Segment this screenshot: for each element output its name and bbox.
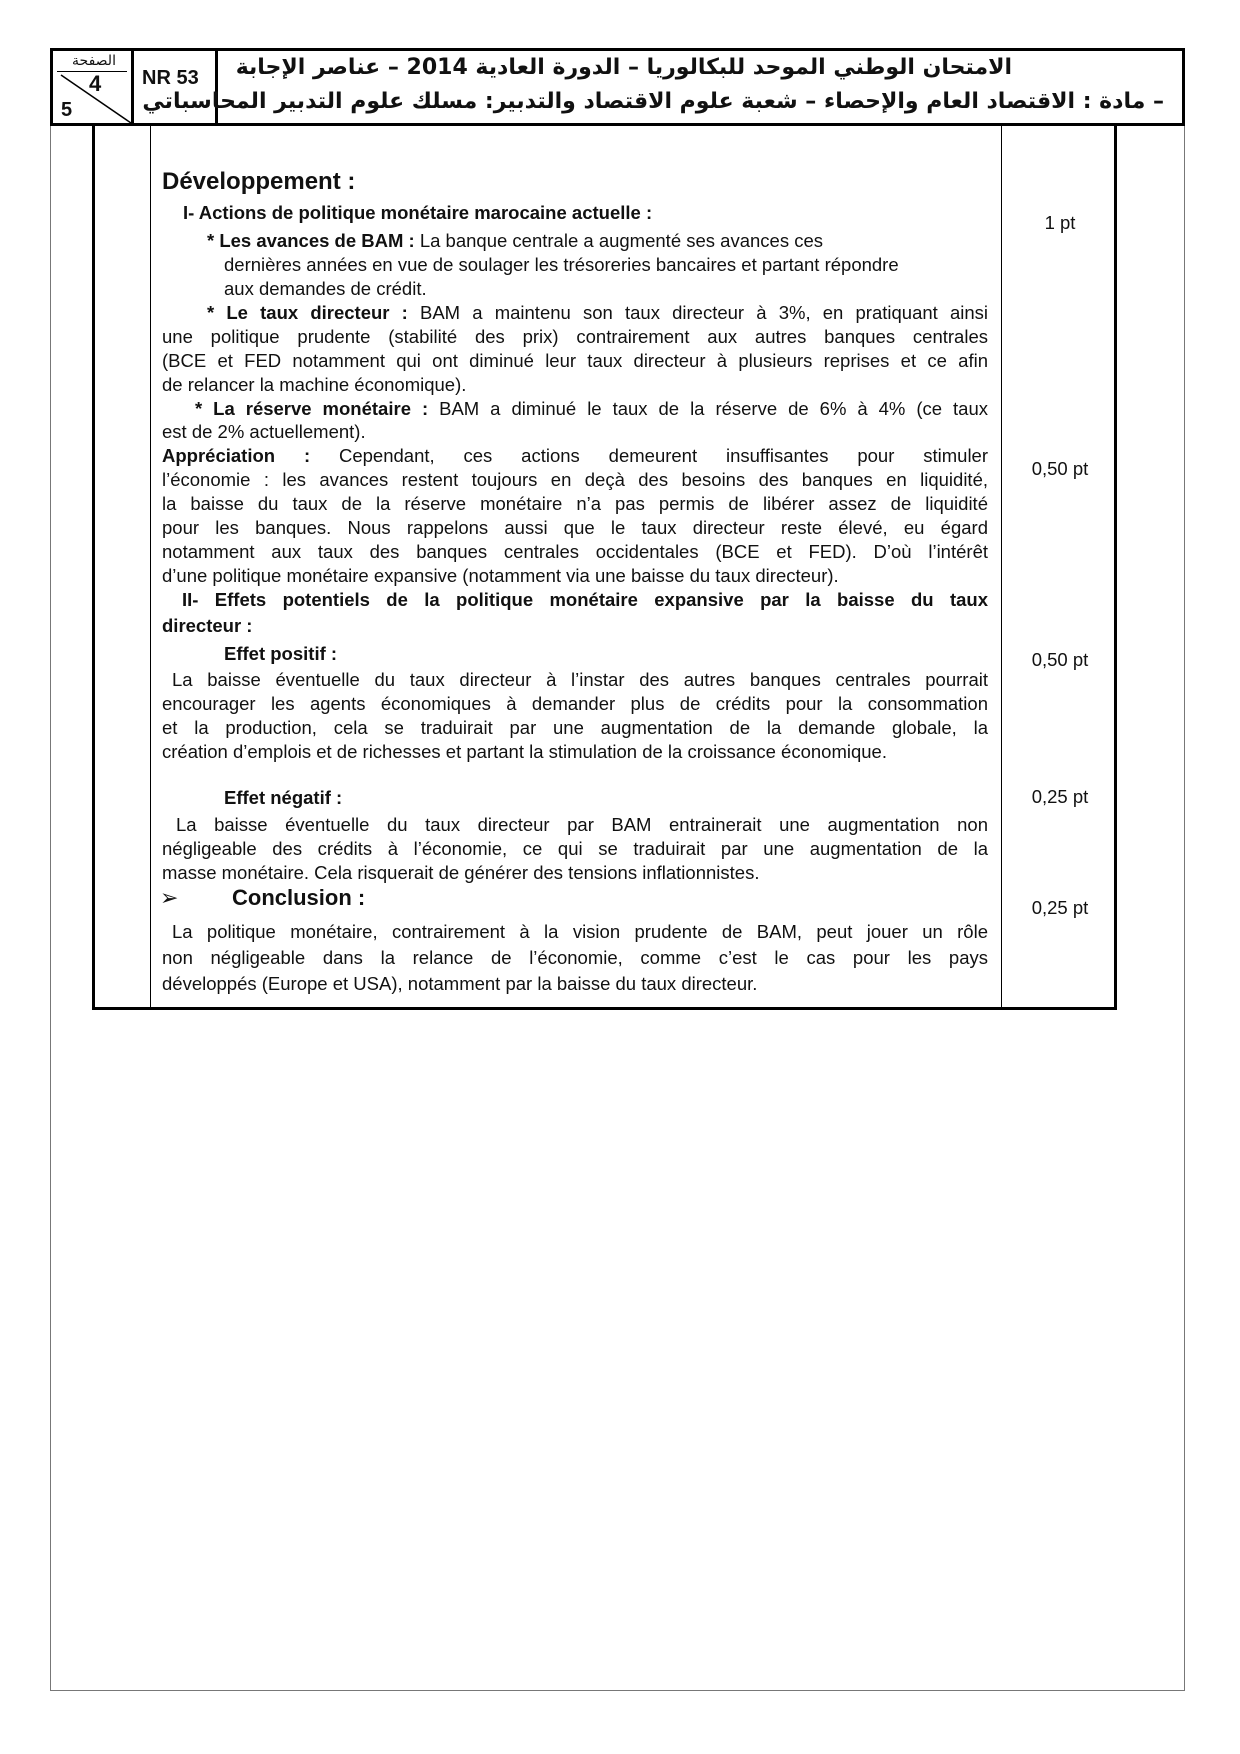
paragraph-conclusion-line3: développés (Europe et USA), notamment par la baisse du taux directeur. (162, 973, 758, 994)
paragraph-appreciation-line2: l’économie : les avances restent toujours en deçà des besoins des banques en liquidité, (162, 469, 988, 490)
paragraph-positif-line3: et la production, cela se traduirait par une augmentation de la demande globale, la (162, 717, 988, 738)
paragraph-appreciation-line5: notamment aux taux des banques centrales occidentales (BCE et FED). D’où l’intérêt (162, 541, 988, 562)
appreciation-label: Appréciation : (162, 445, 311, 466)
paragraph-positif-line1: La baisse éventuelle du taux directeur à l’instar des autres banques centrales pourrait (172, 669, 988, 690)
paragraph-positif-line4: création d’emplois et de richesses et partant la stimulation de la croissance économique. (162, 741, 887, 762)
left-column-divider (150, 126, 151, 1007)
score-conclusion: 0,25 pt (1031, 897, 1089, 918)
effet-positif-label: Effet positif : (224, 643, 338, 664)
taux-label: * Le taux directeur : (207, 302, 408, 323)
paragraph-positif-line2: encourager les agents économiques à demander plus de crédits pour la consommation (162, 693, 988, 714)
heading-developpement: Développement : (162, 168, 356, 195)
conclusion-heading: Conclusion : (232, 885, 366, 910)
page-number-box (53, 51, 134, 123)
paragraph-taux-line2: une politique prudente (stabilité des prix) contrairement aux autres banques centrales (162, 326, 988, 347)
page-current: 4 (89, 71, 102, 96)
exam-code: NR 53 (142, 67, 199, 89)
section2-title-line2: directeur : (162, 615, 253, 636)
exam-header (50, 48, 1185, 126)
score-column-divider (1001, 126, 1002, 1007)
taux-text: BAM a maintenu son taux directeur à 3%, en pratiquant ainsi (420, 302, 989, 323)
section1-title: I- Actions de politique monétaire marocaine actuelle : (183, 202, 653, 223)
paragraph-negatif-line1: La baisse éventuelle du taux directeur par BAM entrainerait une augmentation non (176, 814, 988, 835)
reserve-text: BAM a diminué le taux de la réserve de 6% à 4% (ce taux (439, 398, 989, 419)
section2-title-line1: II- Effets potentiels de la politique monétaire expansive par la baisse du taux (182, 589, 988, 610)
paragraph-reserve-line1 (195, 397, 988, 421)
exam-subject: – مادة : الاقتصاد العام والإحصاء – شعبة علوم الاقتصاد والتدبير: مسلك علوم التدبير المحاسباتي (142, 89, 1164, 114)
paragraph-negatif-line2: négligeable des crédits à l’économie, ce qui se traduirait par une augmentation de la (162, 838, 988, 859)
conclusion-bullet-icon: ➢ (160, 885, 179, 910)
paragraph-taux-line4: de relancer la machine économique). (162, 374, 467, 395)
avances-text: La banque centrale a augmenté ses avances ces (419, 230, 824, 251)
reserve-label: * La réserve monétaire : (195, 398, 429, 419)
paragraph-appreciation-line6: d’une politique monétaire expansive (notamment via une baisse du taux directeur). (162, 565, 839, 586)
paragraph-appreciation-line3: la baisse du taux de la réserve monétaire n’a pas permis de libérer assez de liquidité (162, 493, 988, 514)
paragraph-avances-line1 (207, 229, 823, 253)
paragraph-avances-line3: aux demandes de crédit. (224, 278, 427, 299)
paragraph-taux-line1 (207, 301, 988, 325)
effet-negatif-label: Effet négatif : (224, 787, 343, 808)
page-total: 5 (61, 99, 73, 121)
appreciation-text: Cependant, ces actions demeurent insuffisantes pour stimuler (338, 445, 989, 466)
paragraph-reserve-line2: est de 2% actuellement). (162, 421, 366, 442)
score-effet-negatif: 0,25 pt (1031, 786, 1089, 807)
score-appreciation: 0,50 pt (1031, 458, 1089, 479)
paragraph-conclusion-line1: La politique monétaire, contrairement à la vision prudente de BAM, peut jouer un rôle (172, 921, 988, 942)
score-section1: 1 pt (1044, 212, 1076, 233)
paragraph-appreciation-line4: pour les banques. Nous rappelons aussi que le taux directeur reste élevé, eu égard (162, 517, 988, 538)
paragraph-taux-line3: (BCE et FED notamment qui ont diminué leur taux directeur à plusieurs reprises et ce afin (162, 350, 988, 371)
avances-label: * Les avances de BAM : (207, 230, 415, 251)
paragraph-negatif-line3: masse monétaire. Cela risquerait de générer des tensions inflationnistes. (162, 862, 760, 883)
paragraph-appreciation-line1 (162, 444, 988, 468)
page-label: الصفحة (72, 53, 116, 69)
paragraph-conclusion-line2: non négligeable dans la relance de l’économie, comme c’est le cas pour les pays (162, 947, 988, 968)
exam-title: الامتحان الوطني الموحد للبكالوريا – الدورة العادية 2014 – عناصر الإجابة (235, 55, 1012, 80)
paragraph-avances-line2: dernières années en vue de soulager les trésoreries bancaires et partant répondre (224, 254, 899, 275)
score-effet-positif: 0,50 pt (1031, 649, 1089, 670)
